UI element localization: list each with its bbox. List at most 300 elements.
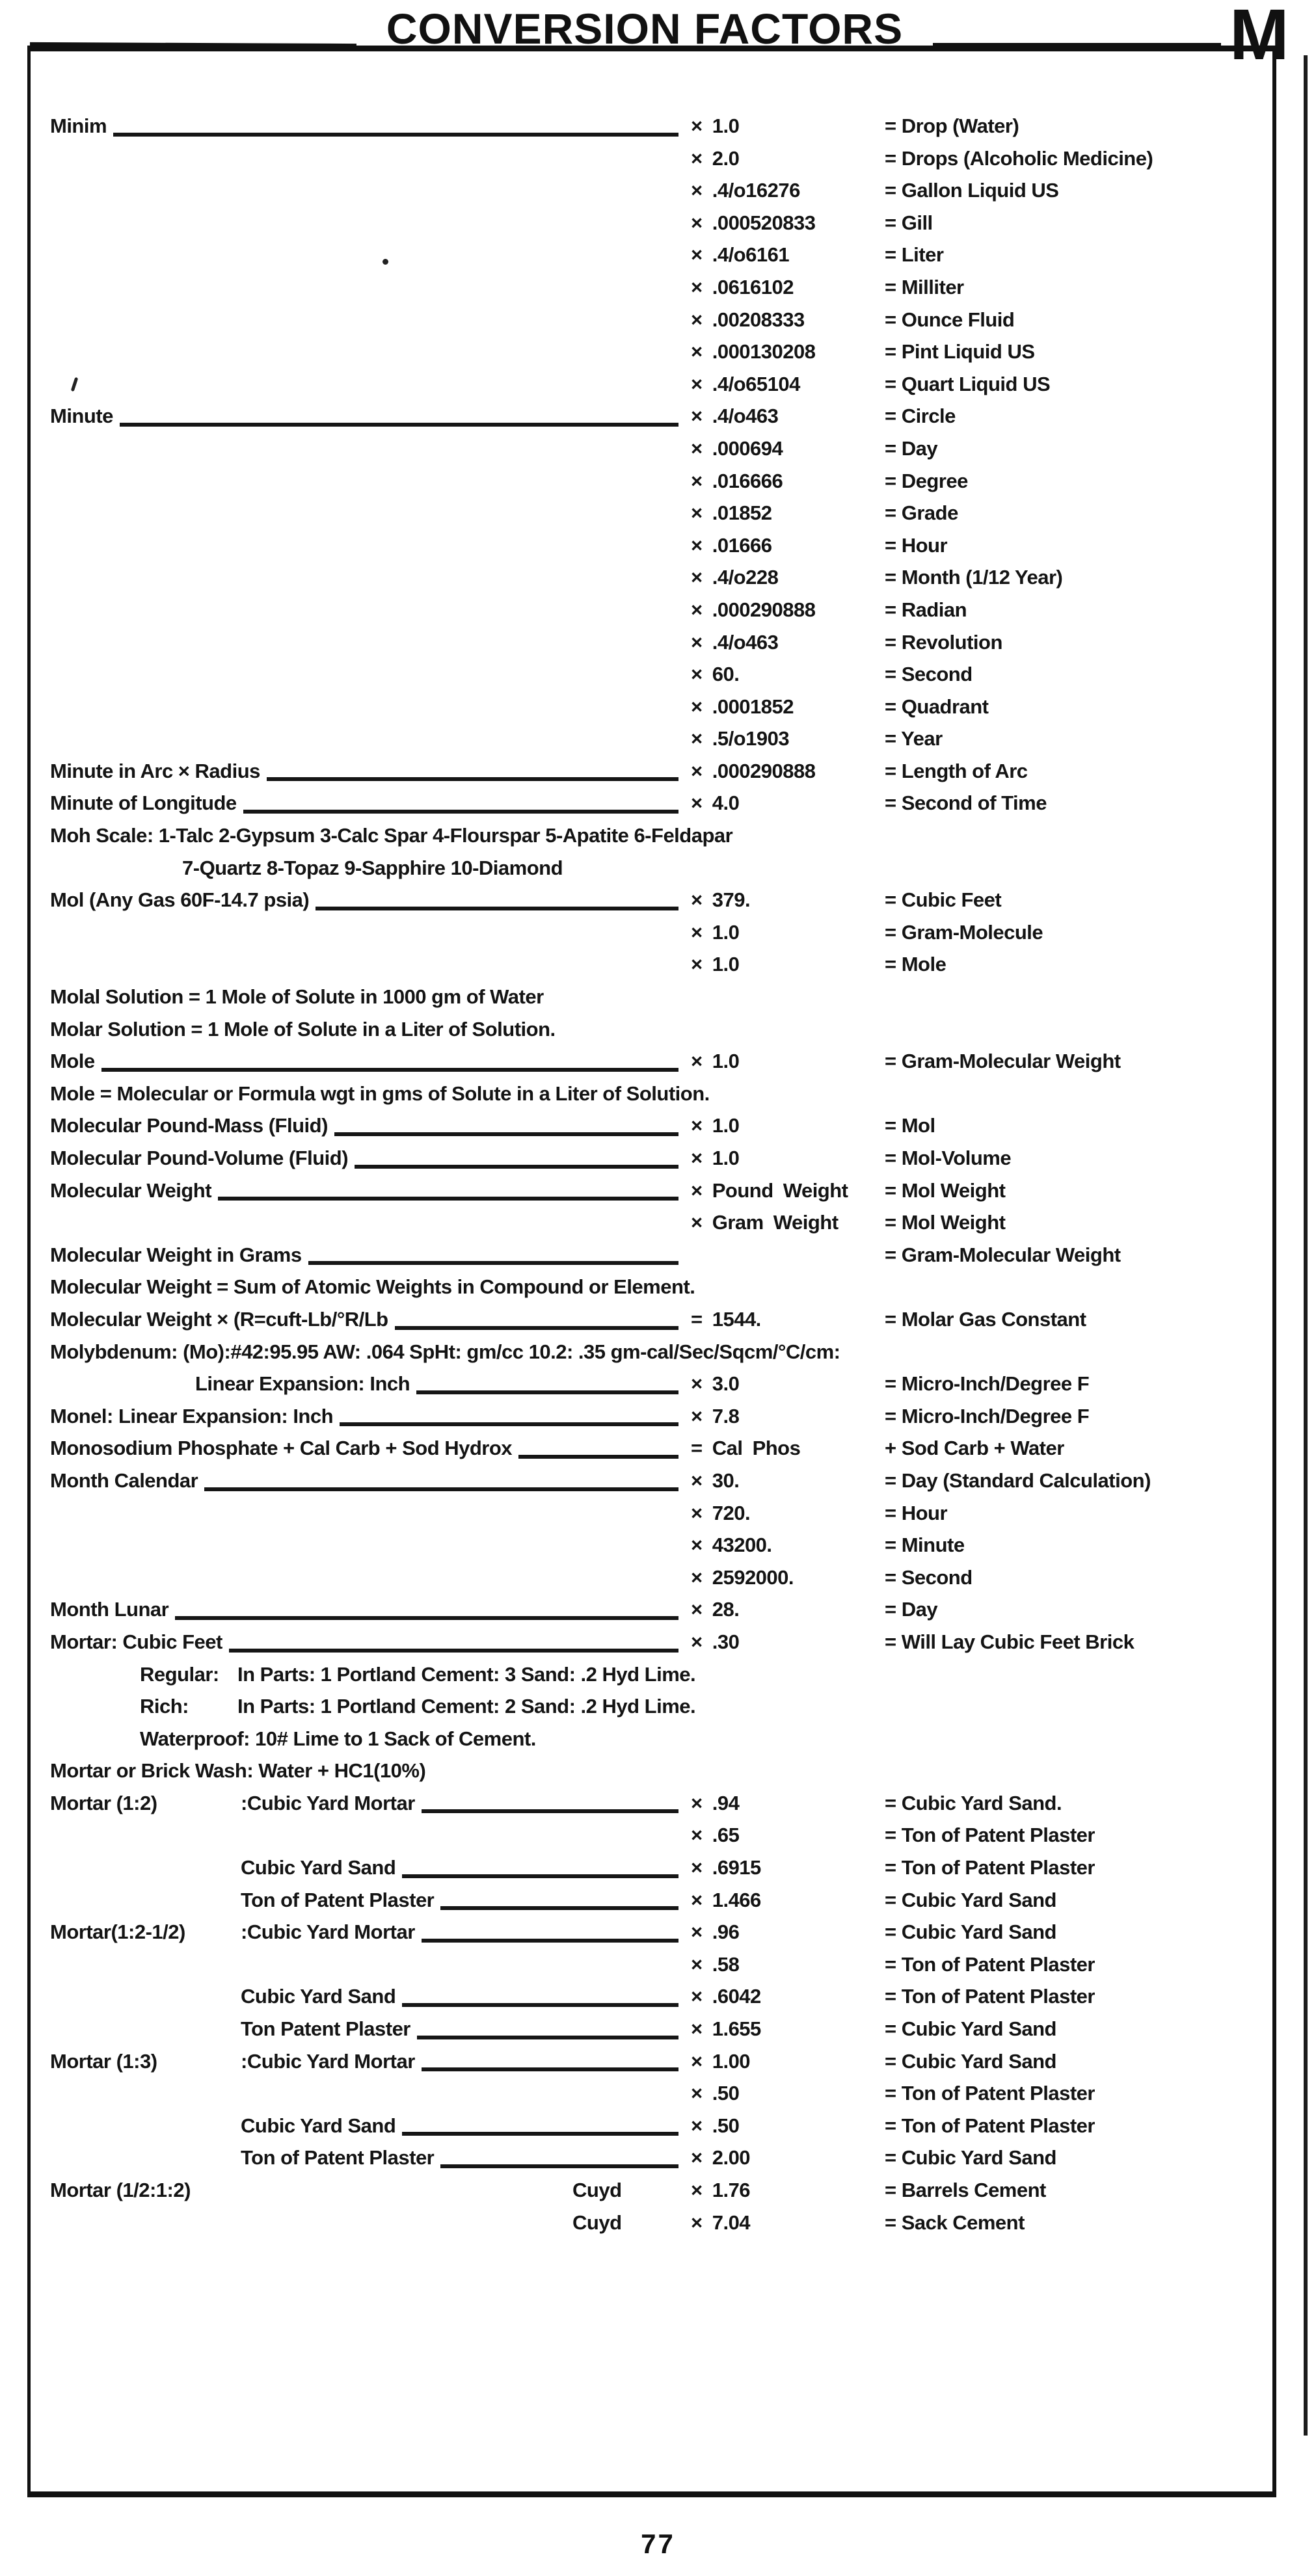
text-line: 7-Quartz 8-Topaz 9-Sapphire 10-Diamond bbox=[182, 856, 563, 879]
entry-sublabel: :Cubic Yard Mortar bbox=[241, 2049, 415, 2073]
leader-line bbox=[422, 1809, 678, 1813]
entry-label-area bbox=[50, 1593, 681, 1626]
result-value: = Mole bbox=[885, 953, 947, 976]
entry-sublabel: Cubic Yard Sand bbox=[241, 2114, 396, 2137]
table-row bbox=[50, 336, 1234, 368]
entry-label: Molecular Pound-Mass (Fluid) bbox=[50, 1114, 328, 1137]
leader-line bbox=[218, 1197, 678, 1201]
text-line: Molybdenum: (Mo):#42:95.95 AW: .064 SpHt: gm/cc 10.2: .35 gm-cal/Sec/Sqcm/°C/cm: bbox=[50, 1340, 840, 1363]
leader-line bbox=[113, 133, 678, 137]
entry-label: Mortar (1/2:1:2) bbox=[50, 2179, 191, 2201]
factor-value: × 7.8 bbox=[691, 1404, 740, 1427]
entry-label-area bbox=[50, 787, 681, 819]
table-row bbox=[50, 2174, 1234, 2207]
entry-label: Monosodium Phosphate + Cal Carb + Sod Hydrox bbox=[50, 1437, 513, 1460]
table-row bbox=[50, 465, 1234, 498]
entry-label: Molecular Weight × (R=cuft-Lb/°R/Lb bbox=[50, 1307, 388, 1331]
table-row bbox=[50, 787, 1234, 819]
entry-sublabel: Ton of Patent Plaster bbox=[241, 1888, 435, 1911]
result-value: = Cubic Yard Sand bbox=[885, 1920, 1056, 1944]
table-row bbox=[50, 1529, 1234, 1561]
table-row bbox=[50, 594, 1234, 626]
leader-line bbox=[402, 2003, 678, 2007]
leader-line bbox=[395, 1326, 678, 1330]
entry-label: Mole bbox=[50, 1050, 95, 1073]
table-row bbox=[50, 239, 1234, 271]
table-row bbox=[50, 658, 1234, 691]
entry-label-area bbox=[50, 142, 681, 175]
entry-label-area bbox=[50, 368, 681, 401]
factor-value: × 43200. bbox=[691, 1534, 772, 1557]
entry-label-area bbox=[50, 1175, 681, 1207]
table-row bbox=[50, 561, 1234, 594]
result-value: = Month (1/12 Year) bbox=[885, 566, 1063, 589]
factor-value: × .6915 bbox=[691, 1856, 761, 1879]
result-value: = Micro-Inch/Degree F bbox=[885, 1404, 1090, 1427]
factor-value: × .96 bbox=[691, 1920, 740, 1944]
factor-value: × .4/o6161 bbox=[691, 243, 790, 267]
entry-label bbox=[50, 2142, 241, 2174]
factor-value: × Gram Weight bbox=[691, 1211, 839, 1234]
factor-value: × 4.0 bbox=[691, 791, 740, 815]
entry-label-area bbox=[50, 658, 681, 691]
entry-label-area bbox=[50, 1109, 681, 1142]
entry-sublabel: :Cubic Yard Mortar bbox=[241, 1791, 415, 1814]
result-value: = Mol-Volume bbox=[885, 1147, 1012, 1169]
entry-label: Mortar(1:2-1/2) bbox=[50, 1920, 185, 1944]
factor-value: × 3.0 bbox=[691, 1372, 740, 1396]
entry-label-area bbox=[50, 1368, 681, 1400]
factor-value: × .0001852 bbox=[691, 695, 794, 718]
entry-label bbox=[50, 2110, 241, 2142]
result-value: = Milliter bbox=[885, 275, 964, 299]
result-value: = Day bbox=[885, 1598, 938, 1621]
result-value: = Will Lay Cubic Feet Brick bbox=[885, 1630, 1135, 1653]
entry-label-area bbox=[50, 1884, 681, 1917]
factor-value: × .6042 bbox=[691, 1985, 761, 2008]
leader-line bbox=[440, 2164, 678, 2168]
table-row bbox=[50, 1336, 1234, 1368]
table-row bbox=[50, 400, 1234, 432]
result-value: = Day (Standard Calculation) bbox=[885, 1468, 1151, 1492]
result-value: = Gram-Molecule bbox=[885, 920, 1043, 944]
factor-value: × 1.0 bbox=[691, 920, 740, 944]
entry-label-area bbox=[50, 948, 681, 981]
result-value: = Cubic Yard Sand bbox=[885, 2146, 1056, 2170]
table-row bbox=[50, 529, 1234, 562]
factor-value: × .01666 bbox=[691, 533, 772, 557]
result-value: = Drops (Alcoholic Medicine) bbox=[885, 146, 1153, 170]
factor-value: × .50 bbox=[691, 2114, 740, 2137]
table-row bbox=[50, 981, 1234, 1013]
factor-value: × 1.76 bbox=[691, 2179, 751, 2201]
result-value: = Gram-Molecular Weight bbox=[885, 1243, 1121, 1266]
entry-label: Month Calendar bbox=[50, 1468, 198, 1492]
table-row bbox=[50, 1142, 1234, 1175]
page-title: CONVERSION FACTORS bbox=[386, 5, 904, 53]
entry-label-area bbox=[50, 1626, 681, 1658]
result-value: = Grade bbox=[885, 501, 958, 525]
table-row bbox=[50, 1723, 1234, 1755]
factor-value: × 30. bbox=[691, 1468, 740, 1492]
result-value: = Gill bbox=[885, 211, 933, 234]
entry-sublabel: :Cubic Yard Mortar bbox=[241, 1920, 415, 1944]
result-value: = Ton of Patent Plaster bbox=[885, 1985, 1095, 2008]
table-row bbox=[50, 1465, 1234, 1497]
factor-value: × 28. bbox=[691, 1598, 740, 1621]
result-value: = Ton of Patent Plaster bbox=[885, 2114, 1095, 2137]
leader-line bbox=[417, 2036, 678, 2039]
result-value: = Cubic Feet bbox=[885, 888, 1002, 912]
table-row bbox=[50, 2110, 1234, 2142]
leader-line bbox=[422, 2067, 678, 2071]
factor-value: × .4/o16276 bbox=[691, 179, 800, 202]
table-row bbox=[50, 1980, 1234, 2013]
entry-label: Month Lunar bbox=[50, 1598, 169, 1621]
entry-label-area bbox=[50, 1852, 681, 1884]
entry-label-area bbox=[50, 1561, 681, 1594]
factor-value: × 1.655 bbox=[691, 2017, 761, 2041]
table-row bbox=[50, 948, 1234, 981]
result-value: = Hour bbox=[885, 533, 948, 557]
result-value: = Second bbox=[885, 663, 973, 686]
table-row bbox=[50, 2142, 1234, 2174]
factor-value: × .4/o463 bbox=[691, 630, 779, 654]
table-row bbox=[50, 142, 1234, 175]
entry-sublabel: Ton Patent Plaster bbox=[241, 2017, 410, 2041]
table-row bbox=[50, 2045, 1234, 2078]
factor-value: × 2592000. bbox=[691, 1565, 794, 1589]
table-row bbox=[50, 1819, 1234, 1852]
entry-label-area bbox=[50, 691, 681, 723]
result-value: = Circle bbox=[885, 405, 956, 428]
result-value: = Cubic Yard Sand. bbox=[885, 1791, 1062, 1814]
result-value: = Mol bbox=[885, 1114, 935, 1137]
factor-value: × .30 bbox=[691, 1630, 740, 1653]
factor-value: × .00208333 bbox=[691, 308, 805, 331]
entry-label-area bbox=[50, 1980, 681, 2013]
result-value: = Ton of Patent Plaster bbox=[885, 2082, 1095, 2105]
result-value: + Sod Carb + Water bbox=[885, 1437, 1064, 1460]
factor-value: × .01852 bbox=[691, 501, 772, 525]
table-row bbox=[50, 1303, 1234, 1336]
factor-value: × .016666 bbox=[691, 469, 783, 492]
entry-label bbox=[50, 1980, 241, 2013]
entry-label-area bbox=[50, 304, 681, 336]
table-row bbox=[50, 1852, 1234, 1884]
table-row bbox=[50, 271, 1234, 304]
table-row bbox=[50, 1400, 1234, 1433]
entry-label-area bbox=[50, 1819, 681, 1852]
factor-value: × Pound Weight bbox=[691, 1178, 848, 1202]
entry-label: Mortar: Cubic Feet bbox=[50, 1630, 222, 1653]
entry-sublabel: Cubic Yard Sand bbox=[241, 1856, 396, 1879]
text-line: Moh Scale: 1-Talc 2-Gypsum 3-Calc Spar 4-Flourspar 5-Apatite 6-Feldapar bbox=[50, 824, 733, 847]
unit-label: Cuyd bbox=[572, 2179, 622, 2201]
factor-value: = 1544. bbox=[691, 1307, 761, 1331]
result-value: = Ton of Patent Plaster bbox=[885, 1824, 1095, 1847]
table-row bbox=[50, 1206, 1234, 1239]
table-row bbox=[50, 755, 1234, 788]
table-row bbox=[50, 2077, 1234, 2110]
table-row bbox=[50, 432, 1234, 465]
text-line: Waterproof: 10# Lime to 1 Sack of Cement. bbox=[140, 1727, 536, 1750]
entry-label-area bbox=[50, 1303, 681, 1336]
entry-label-area bbox=[50, 1916, 681, 1948]
table-row bbox=[50, 819, 1234, 852]
entry-label: Minute in Arc × Radius bbox=[50, 759, 260, 782]
table-row bbox=[50, 1626, 1234, 1658]
entry-label-area bbox=[50, 1432, 681, 1465]
leader-line bbox=[340, 1422, 678, 1426]
table-row bbox=[50, 1368, 1234, 1400]
factor-value: × .50 bbox=[691, 2082, 740, 2105]
result-value: = Sack Cement bbox=[885, 2211, 1025, 2234]
entry-label-area bbox=[50, 1787, 681, 1820]
table-row bbox=[50, 1271, 1234, 1303]
leader-line bbox=[204, 1487, 678, 1491]
entry-label: Minim bbox=[50, 114, 107, 137]
table-row bbox=[50, 884, 1234, 916]
entry-label: Molecular Weight bbox=[50, 1178, 212, 1202]
result-value: = Degree bbox=[885, 469, 968, 492]
factor-value: × 720. bbox=[691, 1501, 751, 1524]
result-value: = Barrels Cement bbox=[885, 2179, 1046, 2201]
entry-label-area bbox=[50, 594, 681, 626]
result-value: = Gram-Molecular Weight bbox=[885, 1050, 1121, 1073]
table-row bbox=[50, 723, 1234, 755]
result-value: = Cubic Yard Sand bbox=[885, 2049, 1056, 2073]
factor-value: × 379. bbox=[691, 888, 751, 912]
factor-value: × .65 bbox=[691, 1824, 740, 1847]
factor-value: × .4/o463 bbox=[691, 405, 779, 428]
table-row bbox=[50, 852, 1234, 884]
leader-line bbox=[308, 1261, 678, 1265]
entry-label-area bbox=[50, 336, 681, 368]
factor-value: × 1.00 bbox=[691, 2049, 751, 2073]
entry-label-area bbox=[50, 723, 681, 755]
result-value: = Pint Liquid US bbox=[885, 340, 1035, 364]
text-line: Molecular Weight = Sum of Atomic Weights in Compound or Element. bbox=[50, 1275, 695, 1299]
leader-line bbox=[316, 907, 678, 910]
entry-label: Mortar (1:3) bbox=[50, 2049, 157, 2073]
scan-edge-line bbox=[1304, 55, 1308, 2436]
result-value: = Quadrant bbox=[885, 695, 989, 718]
leader-line bbox=[229, 1649, 678, 1653]
leader-line bbox=[101, 1068, 678, 1072]
factor-value: × .000130208 bbox=[691, 340, 816, 364]
entry-label-area bbox=[50, 1206, 681, 1239]
text-line: In Parts: 1 Portland Cement: 2 Sand: .2 Hyd Lime. bbox=[237, 1695, 696, 1718]
table-row bbox=[50, 1755, 1234, 1787]
table-row bbox=[50, 1787, 1234, 1820]
result-value: = Drop (Water) bbox=[885, 114, 1019, 137]
text-line: In Parts: 1 Portland Cement: 3 Sand: .2 Hyd Lime. bbox=[237, 1662, 696, 1686]
entry-label-area bbox=[50, 1497, 681, 1530]
factor-value: × .4/o65104 bbox=[691, 372, 800, 395]
result-value: = Day bbox=[885, 436, 938, 460]
section-letter: M bbox=[1229, 0, 1289, 75]
table-row bbox=[50, 1593, 1234, 1626]
leader-line bbox=[422, 1939, 678, 1943]
entry-label-area bbox=[50, 1948, 681, 1981]
entry-label-area bbox=[50, 529, 681, 562]
table-row bbox=[50, 1561, 1234, 1594]
text-line: Mole = Molecular or Formula wgt in gms of Solute in a Liter of Solution. bbox=[50, 1082, 710, 1105]
result-value: = Second of Time bbox=[885, 791, 1047, 815]
entry-label-area bbox=[50, 497, 681, 529]
table-row bbox=[50, 626, 1234, 659]
entry-label: Molecular Weight in Grams bbox=[50, 1243, 302, 1266]
result-value: = Revolution bbox=[885, 630, 1002, 654]
entry-label-area bbox=[50, 1239, 681, 1271]
entry-label: Mol (Any Gas 60F-14.7 psia) bbox=[50, 888, 310, 912]
factor-value: × .000290888 bbox=[691, 598, 816, 621]
result-value: = Cubic Yard Sand bbox=[885, 2017, 1056, 2041]
entry-label-area bbox=[50, 916, 681, 949]
result-value: = Ton of Patent Plaster bbox=[885, 1856, 1095, 1879]
table-row bbox=[50, 1916, 1234, 1948]
scan-speck bbox=[383, 259, 388, 265]
table-row bbox=[50, 1175, 1234, 1207]
entry-label-area bbox=[50, 239, 681, 271]
result-value: = Ton of Patent Plaster bbox=[885, 1952, 1095, 1976]
entry-label-area bbox=[50, 1142, 681, 1175]
result-value: = Length of Arc bbox=[885, 759, 1028, 782]
factor-value: × 7.04 bbox=[691, 2211, 751, 2234]
table-row bbox=[50, 1690, 1234, 1723]
entry-label-area bbox=[50, 207, 681, 239]
factor-value: × 2.0 bbox=[691, 146, 740, 170]
text-line: Rich: bbox=[140, 1695, 189, 1718]
factor-value: × 1.0 bbox=[691, 114, 740, 137]
leader-line bbox=[267, 777, 678, 781]
table-row bbox=[50, 304, 1234, 336]
entry-label bbox=[50, 2013, 241, 2045]
factor-value: × .000520833 bbox=[691, 211, 816, 234]
table-row bbox=[50, 497, 1234, 529]
entry-label-area bbox=[50, 884, 681, 916]
table-row bbox=[50, 1109, 1234, 1142]
table-row bbox=[50, 691, 1234, 723]
factor-value: × 2.00 bbox=[691, 2146, 751, 2170]
entry-label-area bbox=[50, 2110, 681, 2142]
table-row bbox=[50, 1948, 1234, 1981]
leader-line bbox=[440, 1906, 678, 1910]
result-value: = Quart Liquid US bbox=[885, 372, 1051, 395]
entry-label: Minute bbox=[50, 405, 113, 428]
result-value: = Mol Weight bbox=[885, 1211, 1006, 1234]
table-row bbox=[50, 1884, 1234, 1917]
result-value: = Second bbox=[885, 1565, 973, 1589]
table-row bbox=[50, 207, 1234, 239]
entry-label-area bbox=[50, 2013, 681, 2045]
text-line: Molal Solution = 1 Mole of Solute in 1000 gm of Water bbox=[50, 985, 544, 1009]
leader-line bbox=[334, 1132, 678, 1136]
table-row bbox=[50, 1013, 1234, 1046]
table-row bbox=[50, 1658, 1234, 1691]
leader-line bbox=[416, 1390, 678, 1394]
page-number: 77 bbox=[641, 2529, 675, 2559]
result-value: = Molar Gas Constant bbox=[885, 1307, 1086, 1331]
factor-value: × .5/o1903 bbox=[691, 727, 790, 750]
factor-value: × .94 bbox=[691, 1791, 740, 1814]
leader-line bbox=[243, 810, 678, 814]
leader-line bbox=[120, 423, 678, 427]
entry-label-area bbox=[50, 1045, 681, 1078]
factor-value: × 1.0 bbox=[691, 953, 740, 976]
leader-line bbox=[402, 1874, 678, 1878]
factor-value: × 60. bbox=[691, 663, 740, 686]
entry-label-area bbox=[50, 626, 681, 659]
result-value: = Year bbox=[885, 727, 943, 750]
table-row bbox=[50, 1078, 1234, 1110]
table-row bbox=[50, 1239, 1234, 1271]
entry-label-area bbox=[50, 1400, 681, 1433]
table-row bbox=[50, 2207, 1234, 2239]
result-value: = Gallon Liquid US bbox=[885, 179, 1059, 202]
leader-line bbox=[355, 1165, 678, 1169]
entry-label: Monel: Linear Expansion: Inch bbox=[50, 1404, 334, 1427]
factor-value: × 1.0 bbox=[691, 1050, 740, 1073]
result-value: = Ounce Fluid bbox=[885, 308, 1015, 331]
table-row bbox=[50, 368, 1234, 401]
entry-label-area bbox=[50, 755, 681, 788]
result-value: = Hour bbox=[885, 1501, 948, 1524]
entry-label-area bbox=[50, 400, 681, 432]
entry-label-area bbox=[50, 1529, 681, 1561]
text-line: Molar Solution = 1 Mole of Solute in a Liter of Solution. bbox=[50, 1017, 556, 1041]
entry-label: Minute of Longitude bbox=[50, 791, 237, 815]
result-value: = Mol Weight bbox=[885, 1178, 1006, 1202]
table-row bbox=[50, 174, 1234, 207]
entry-label-area bbox=[50, 2077, 681, 2110]
factor-value: × 1.0 bbox=[691, 1114, 740, 1137]
entry-label-area bbox=[50, 432, 681, 465]
entry-label: Molecular Pound-Volume (Fluid) bbox=[50, 1147, 349, 1169]
entry-label bbox=[50, 1852, 241, 1884]
result-value: = Micro-Inch/Degree F bbox=[885, 1372, 1090, 1396]
unit-label: Cuyd bbox=[572, 2211, 622, 2234]
table-row bbox=[50, 2013, 1234, 2045]
entry-sublabel: Cubic Yard Sand bbox=[241, 1985, 396, 2008]
entry-label-area bbox=[50, 465, 681, 498]
leader-line bbox=[175, 1616, 678, 1620]
text-line: Mortar or Brick Wash: Water + HC1(10%) bbox=[50, 1759, 426, 1783]
entry-label: Mortar (1:2) bbox=[50, 1791, 157, 1814]
factor-value: × 1.466 bbox=[691, 1888, 761, 1911]
entry-label: Linear Expansion: Inch bbox=[195, 1372, 410, 1396]
entry-label-area bbox=[50, 561, 681, 594]
entry-label-area bbox=[50, 174, 681, 207]
entry-label bbox=[50, 1884, 241, 1917]
factor-value: × .0616102 bbox=[691, 275, 794, 299]
entry-label-area bbox=[50, 1465, 681, 1497]
factor-value: × .000694 bbox=[691, 436, 783, 460]
text-line: Regular: bbox=[140, 1662, 219, 1686]
leader-line bbox=[402, 2132, 678, 2136]
table-row bbox=[50, 1045, 1234, 1078]
result-value: = Radian bbox=[885, 598, 967, 621]
result-value: = Cubic Yard Sand bbox=[885, 1888, 1056, 1911]
factor-value: × .58 bbox=[691, 1952, 740, 1976]
table-row bbox=[50, 110, 1234, 142]
table-row bbox=[50, 1432, 1234, 1465]
factor-value: × .4/o228 bbox=[691, 566, 779, 589]
factor-value: × .000290888 bbox=[691, 759, 816, 782]
table-row bbox=[50, 1497, 1234, 1530]
factor-value: × 1.0 bbox=[691, 1147, 740, 1169]
